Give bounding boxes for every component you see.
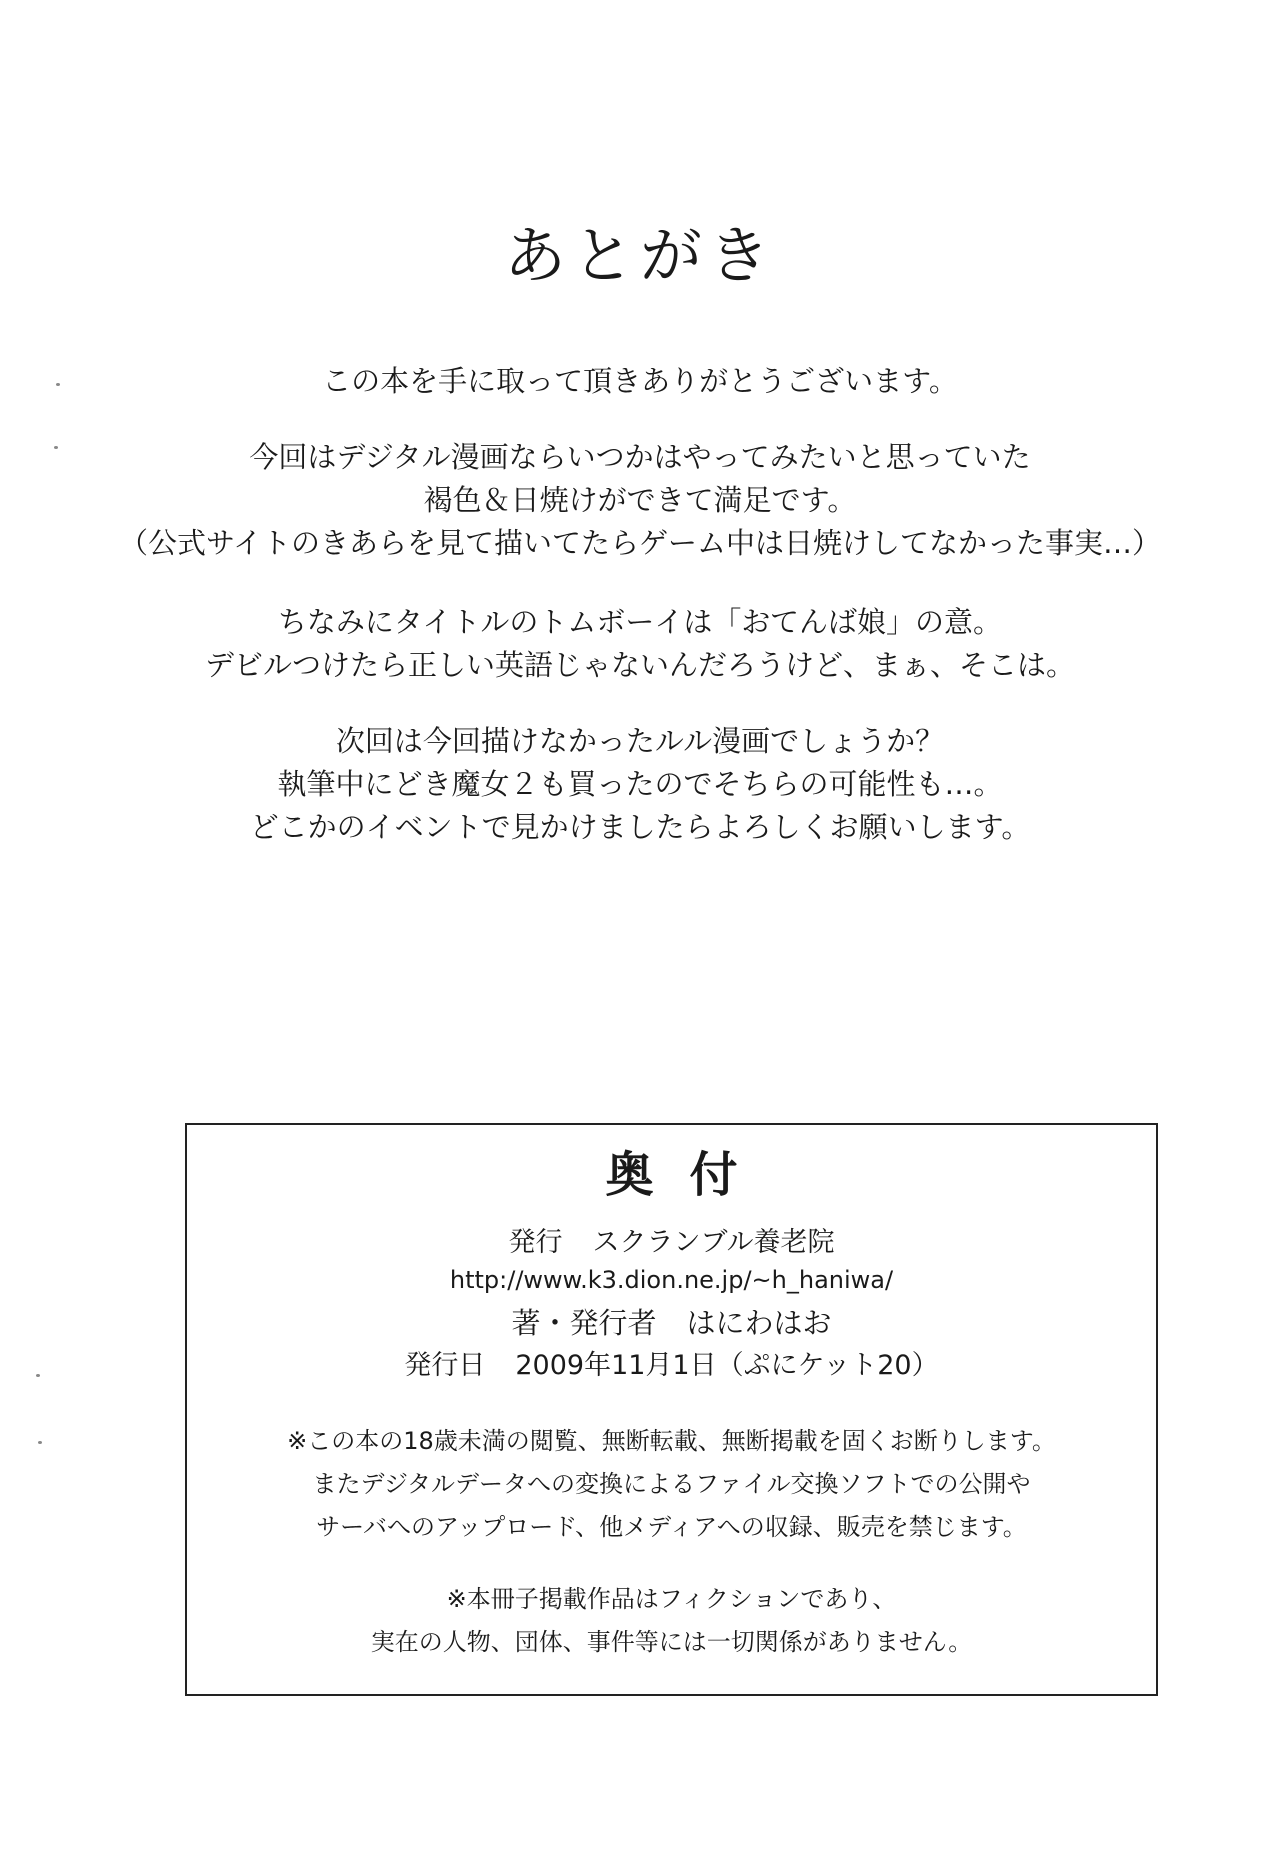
colophon-box: [185, 1123, 1158, 1696]
paragraph-line: 今回はデジタル漫画ならいつかはやってみたいと思っていた: [249, 440, 1031, 474]
afterword-paragraph-1: [0, 360, 1280, 403]
paragraph-line: どこかのイベントで見かけましたらよろしくお願いします。: [249, 810, 1031, 844]
scan-speck: [54, 446, 58, 449]
scan-speck: [36, 1374, 40, 1377]
publisher-label: 発行: [508, 1227, 563, 1258]
notice-line: ※この本の18歳未満の閲覧、無断転載、無断掲載を固くお断りします。: [287, 1427, 1056, 1455]
publisher-name: スクランブル養老院: [592, 1227, 835, 1258]
paragraph-line: デビルつけたら正しい英語じゃないんだろうけど、まぁ、そこは。: [204, 648, 1075, 682]
afterword-paragraph-3: [0, 601, 1280, 687]
notice-line: 実在の人物、団体、事件等には一切関係がありません。: [370, 1628, 973, 1656]
author-row: [187, 1305, 1156, 1341]
publisher-url: http://www.k3.dion.ne.jp/~h_haniwa/: [449, 1266, 894, 1294]
publisher-row: [187, 1225, 1156, 1261]
paragraph-line: この本を手に取って頂きありがとうございます。: [322, 364, 958, 398]
fiction-notice: [187, 1578, 1156, 1664]
scan-speck: [56, 383, 60, 386]
date-label: 発行日: [404, 1350, 486, 1381]
publish-date: 2009年11月1日（ぷにケット20）: [515, 1350, 939, 1381]
scan-speck: [38, 1441, 42, 1444]
notice-line: またデジタルデータへの変換によるファイル交換ソフトでの公開や: [312, 1470, 1031, 1498]
copyright-notice: [187, 1420, 1156, 1549]
author-label: 著・発行者: [511, 1306, 657, 1340]
paragraph-line: （公式サイトのきあらを見て描いてたらゲーム中は日焼けしてなかった事実…）: [119, 526, 1161, 560]
colophon-title: 奥付: [605, 1147, 774, 1203]
afterword-title: あとがき: [503, 219, 776, 292]
paragraph-line: 次回は今回描けなかったルル漫画でしょうか？: [335, 724, 945, 758]
paragraph-line: 褐色＆日焼けができて満足です。: [423, 483, 857, 517]
notice-line: ※本冊子掲載作品はフィクションであり、: [446, 1585, 897, 1613]
paragraph-line: 執筆中にどき魔女２も買ったのでそちらの可能性も…。: [277, 767, 1003, 801]
date-row: [187, 1348, 1156, 1384]
publisher-url-row: [187, 1262, 1156, 1298]
author-name: はにわはお: [686, 1306, 832, 1340]
afterword-paragraph-4: [0, 720, 1280, 849]
afterword-paragraph-2: [0, 436, 1280, 565]
paragraph-line: ちなみにタイトルのトムボーイは「おてんば娘」の意。: [277, 605, 1003, 639]
notice-line: サーバへのアップロード、他メディアへの収録、販売を禁じます。: [316, 1513, 1027, 1541]
